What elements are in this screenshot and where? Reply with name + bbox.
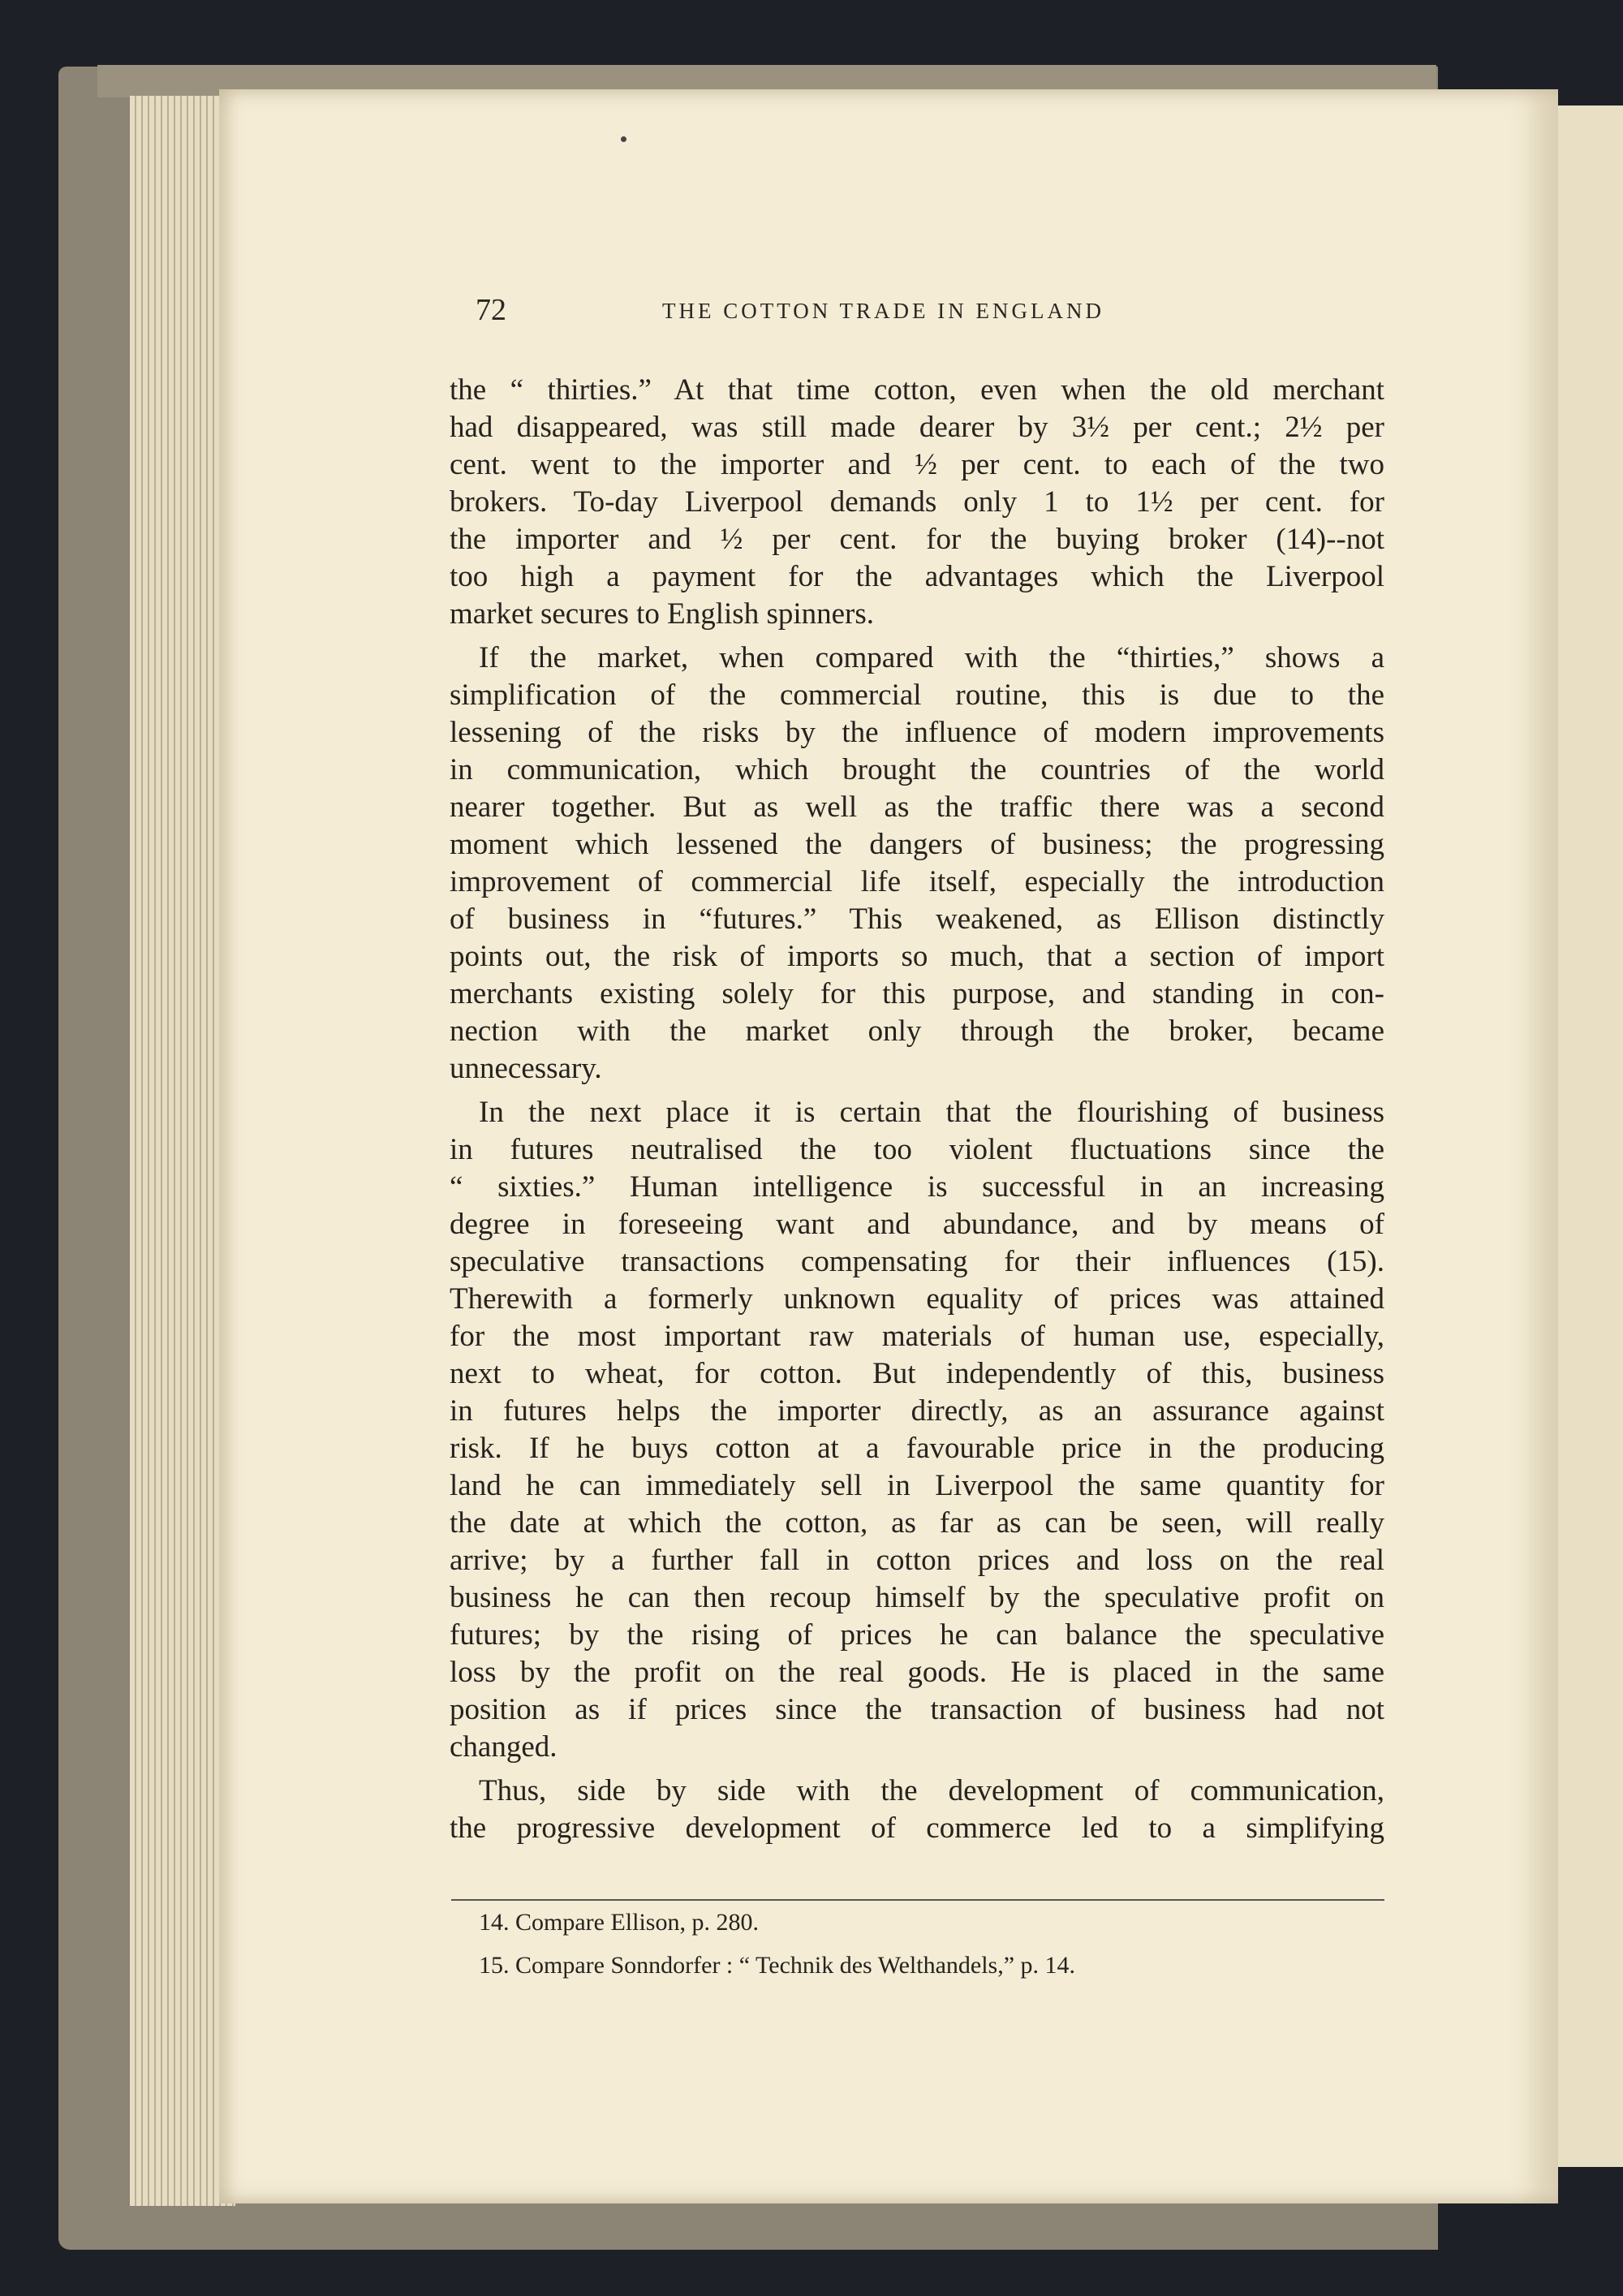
text-line: brokers. To-day Liverpool demands only 1 to 1½ per cent. for <box>450 485 1384 519</box>
body-text <box>450 372 1384 1854</box>
text-line: In the next place it is certain that the flourishing of business <box>479 1096 1384 1129</box>
page-number: 72 <box>476 293 506 327</box>
text-line: “ sixties.” Human intelligence is successful in an increasing <box>450 1170 1384 1204</box>
text-line: arrive; by a further fall in cotton prices and loss on the real <box>450 1544 1384 1577</box>
text-line: next to wheat, for cotton. But independently of this, business <box>450 1357 1384 1390</box>
running-header <box>476 292 1384 333</box>
text-line: position as if prices since the transaction of business had not <box>450 1693 1384 1726</box>
text-line: nection with the market only through the broker, became <box>450 1014 1384 1048</box>
text-line: the date at which the cotton, as far as can be seen, will really <box>450 1506 1384 1540</box>
text-line: of business in “futures.” This weakened, as Ellison distinctly <box>450 902 1384 936</box>
running-title: THE COTTON TRADE IN ENGLAND <box>662 299 1104 323</box>
text-line: the progressive development of commerce led to a simplifying <box>450 1811 1384 1845</box>
text-line: Therewith a formerly unknown equality of prices was attained <box>450 1282 1384 1316</box>
text-line: degree in foreseeing want and abundance, and by means of <box>450 1208 1384 1241</box>
text-line: lessening of the risks by the influence of modern improvements <box>450 716 1384 749</box>
text-line: Thus, side by side with the development of communication, <box>479 1774 1384 1807</box>
text-line: simplification of the commercial routine, this is due to the <box>450 678 1384 712</box>
text-line: too high a payment for the advantages which the Liverpool <box>450 560 1384 593</box>
paragraph <box>450 1094 1384 1766</box>
paragraph <box>450 372 1384 633</box>
ink-speck <box>621 136 626 142</box>
text-line: had disappeared, was still made dearer by 3½ per cent.; 2½ per <box>450 411 1384 444</box>
paragraph <box>450 640 1384 1088</box>
text-line: futures; by the rising of prices he can balance the speculative <box>450 1618 1384 1652</box>
text-line: for the most important raw materials of human use, especially, <box>450 1320 1384 1353</box>
text-line: the “ thirties.” At that time cotton, even when the old merchant <box>450 373 1384 407</box>
text-line: risk. If he buys cotton at a favourable price in the producing <box>450 1432 1384 1465</box>
text-line: merchants existing solely for this purpose, and standing in con- <box>450 977 1384 1010</box>
text-line: land he can immediately sell in Liverpool the same quantity for <box>450 1469 1384 1502</box>
text-line: cent. went to the importer and ½ per cent. to each of the two <box>450 448 1384 481</box>
text-line: points out, the risk of imports so much, that a section of import <box>450 940 1384 973</box>
text-line: loss by the profit on the real goods. He is placed in the same <box>450 1656 1384 1689</box>
text-line: changed. <box>450 1730 558 1764</box>
text-line: in communication, which brought the countries of the world <box>450 753 1384 786</box>
text-line: market secures to English spinners. <box>450 597 875 631</box>
text-line: unnecessary. <box>450 1052 602 1085</box>
text-line: If the market, when compared with the “thirties,” shows a <box>479 641 1384 674</box>
text-line: in futures helps the importer directly, as an assurance against <box>450 1394 1384 1428</box>
text-line: nearer together. But as well as the traffic there was a second <box>450 790 1384 824</box>
footnote-14: 14. Compare Ellison, p. 280. <box>479 1909 759 1936</box>
text-line: business he can then recoup himself by the speculative profit on <box>450 1581 1384 1614</box>
text-line: improvement of commercial life itself, especially the introduction <box>450 865 1384 898</box>
footnote-rule <box>451 1899 1384 1901</box>
text-line: speculative transactions compensating for their influences (15). <box>450 1245 1384 1278</box>
text-line: the importer and ½ per cent. for the buying broker (14)--not <box>450 523 1384 556</box>
paragraph <box>450 1773 1384 1847</box>
text-line: moment which lessened the dangers of business; the progressing <box>450 828 1384 861</box>
footnote-15: 15. Compare Sonndorfer : “ Technik des Welthandels,” p. 14. <box>479 1952 1076 1979</box>
text-line: in futures neutralised the too violent fluctuations since the <box>450 1133 1384 1166</box>
